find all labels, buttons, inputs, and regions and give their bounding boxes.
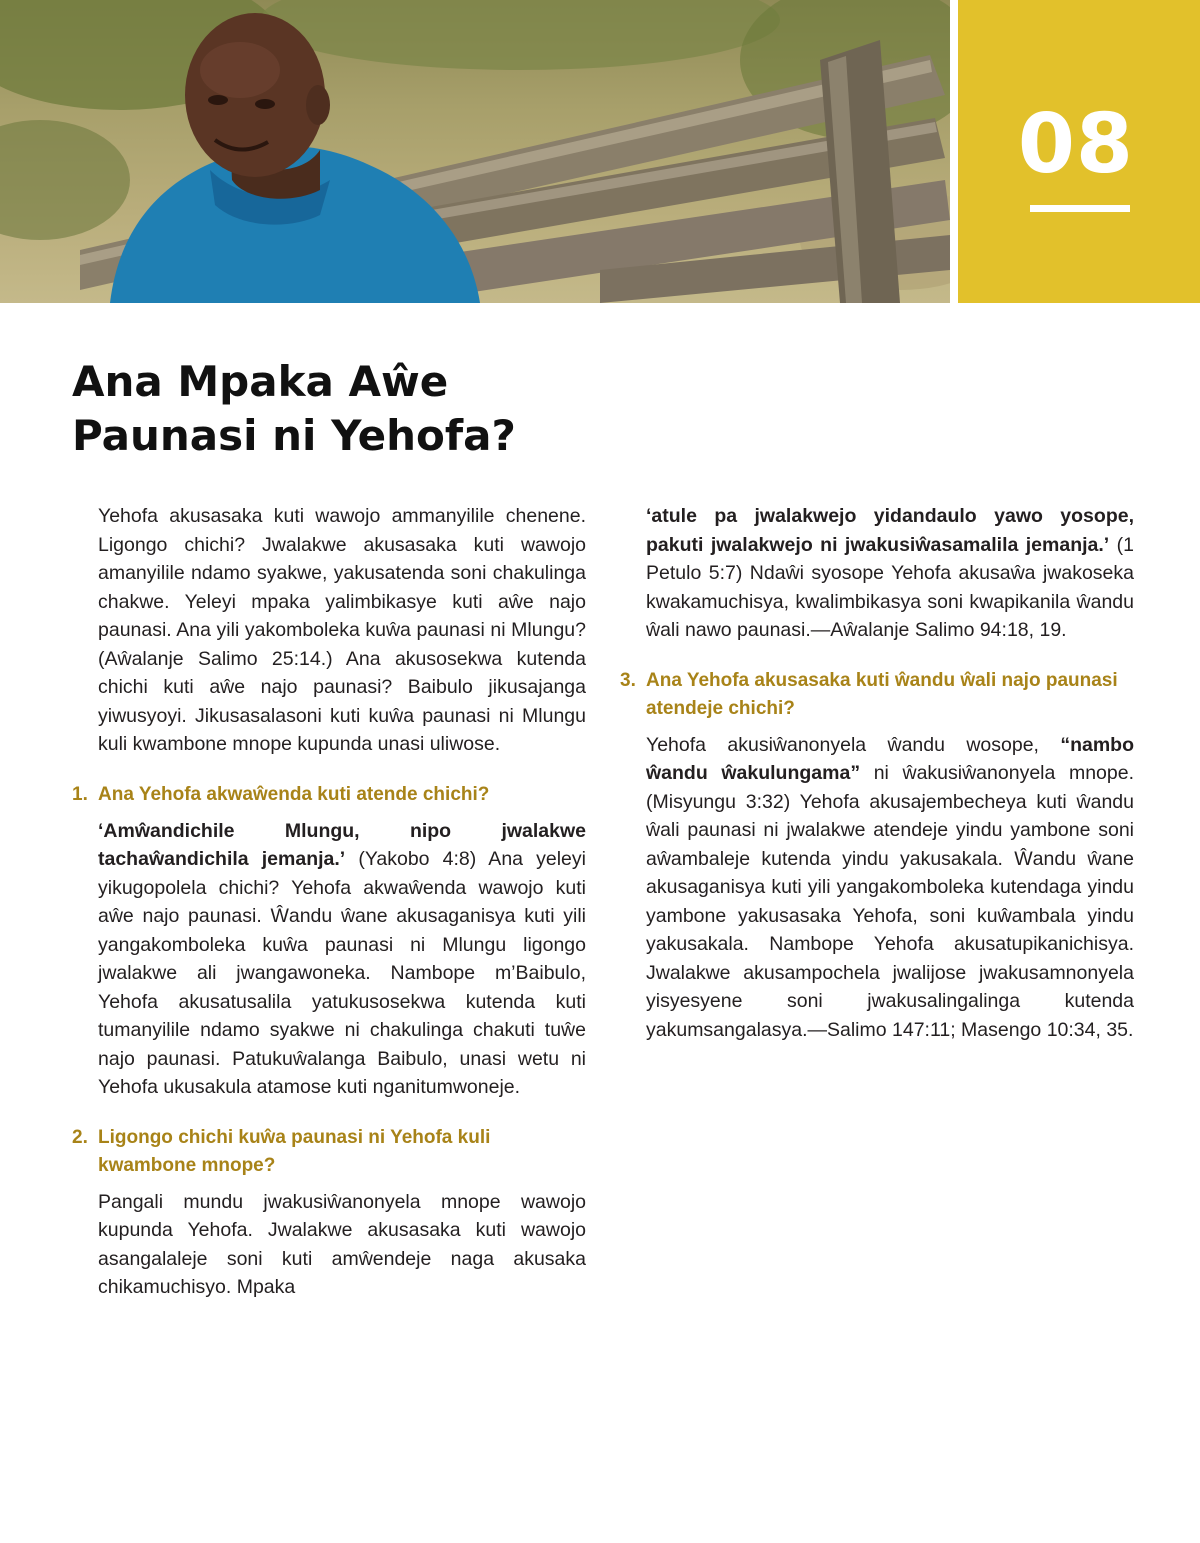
answer-2-quote: ‘atule pa jwalakwejo yidandaulo yawo yosope, pakuti jwalakwejo ni jwakusiŵasamalila jemanja.’: [646, 505, 1134, 556]
answer-3-body-start: Yehofa akusiŵanonyela ŵandu wosope,: [646, 733, 1061, 756]
chapter-number: 08: [1017, 97, 1134, 192]
question-1: [72, 781, 586, 809]
answer-2-paragraph-start: [98, 1188, 586, 1302]
answer-2-body-end: (1 Petulo 5:7) Ndaŵi syosope Yehofa akusaŵa jwakoseka kwakamuchisya, kwalimbikasya soni kwapikanila ŵandu ŵali nawo paunasi.—Aŵalanje Salimo 94:18, 19.: [646, 533, 1134, 641]
answer-2-paragraph-continued: [646, 502, 1134, 645]
answer-1-body: (Yakobo 4:8) Ana yeleyi yikugopolela chichi? Yehofa akwaŵenda wawojo kuti aŵe najo paunasi. Ŵandu ŵane akusaganisya kuti yili yangakomboleka kuŵa paunasi ni Mlungu ligongo jwalakwe ali jwangawoneka. Nambope m’Baibulo, Yehofa akusatusalila yatukusosekwa kutenda kuti tumanyilile ndamo syakwe ni chakulinga chakuti tuŵe najo paunasi. Patukuŵalanga Baibulo, unasi wetu ni Yehofa ukusakula atamose kuti nganitumwoneje.: [98, 848, 586, 1098]
question-2-text: Ligongo chichi kuŵa paunasi ni Yehofa kuli kwambone mnope?: [98, 1126, 491, 1176]
answer-1-paragraph: [98, 817, 586, 1102]
question-2: [72, 1124, 586, 1180]
question-3-number: 3.: [620, 669, 636, 691]
chapter-box: [958, 0, 1200, 303]
header-photo: [0, 0, 950, 303]
page-title: [72, 355, 672, 463]
answer-3-quote: “nambo ŵandu ŵakulungama”: [646, 733, 1134, 784]
question-1-number: 1.: [72, 783, 88, 805]
answer-2-body-start: Pangali mundu jwakusiŵanonyela mnope wawojo kupunda Yehofa. Jwalakwe akusasaka kuti wawojo asangalaleje soni kuti amŵendeje naga akusaka chikamuchisyo. Mpaka: [98, 1190, 586, 1298]
left-column: [72, 502, 586, 1302]
question-2-number: 2.: [72, 1126, 88, 1148]
title-line-2: Paunasi ni Yehofa?: [72, 411, 516, 460]
intro-paragraph: Yehofa akusasaka kuti wawojo ammanyilile chenene. Ligongo chichi? Jwalakwe akusasaka kuti wawojo amanyilile ndamo syakwe, yakusatenda soni chakulinga chakwe. Yeleyi mpaka yalimbikasye kuti aŵe najo paunasi. Ana yili yakomboleka kuŵa paunasi ni Mlungu? (Aŵalanje Salimo 25:14.) Ana akusosekwa kutenda chichi kuti aŵe najo paunasi? Baibulo jikusajanga yiwusyoyi. Jikusasalasoni kuti kuŵa paunasi ni Mlungu kuli kwambone mnope kupunda unasi uliwose.: [98, 505, 586, 755]
answer-3-body-end: ni ŵakusiŵanonyela mnope. (Misyungu 3:32) Yehofa akusajembecheya kuti ŵandu ŵali paunasi ni jwalakwe atendeje yindu yambone soni aŵambaleje kutenda yindu yakusakala. Ŵandu ŵane akusaganisya kuti yili yangakomboleka kutendaga yindu yambone yakusasaka Yehofa, soni kuŵambala yindu yakusakala. Nambope Yehofa akusatupikanichisya. Jwalakwe akusampochela jwalijose jwakusamnonyela yisyesyene soni jwakusalingalinga kutenda yakumsangalasya.—Salimo 147:11; Masengo 10:34, 35.: [646, 762, 1134, 1041]
right-column: [620, 502, 1134, 1044]
chapter-rule: [1030, 205, 1130, 212]
answer-3-paragraph: [646, 731, 1134, 1045]
question-1-text: Ana Yehofa akwaŵenda kuti atende chichi?: [98, 783, 490, 805]
title-line-1: Ana Mpaka Aŵe: [72, 357, 449, 406]
question-3-text: Ana Yehofa akusasaka kuti ŵandu ŵali najo paunasi atendeje chichi?: [646, 669, 1118, 719]
answer-1-quote: ‘Amŵandichile Mlungu, nipo jwalakwe tachaŵandichila jemanja.’: [98, 819, 586, 870]
bench-photo-illustration: [0, 0, 950, 303]
question-3: [620, 667, 1134, 723]
